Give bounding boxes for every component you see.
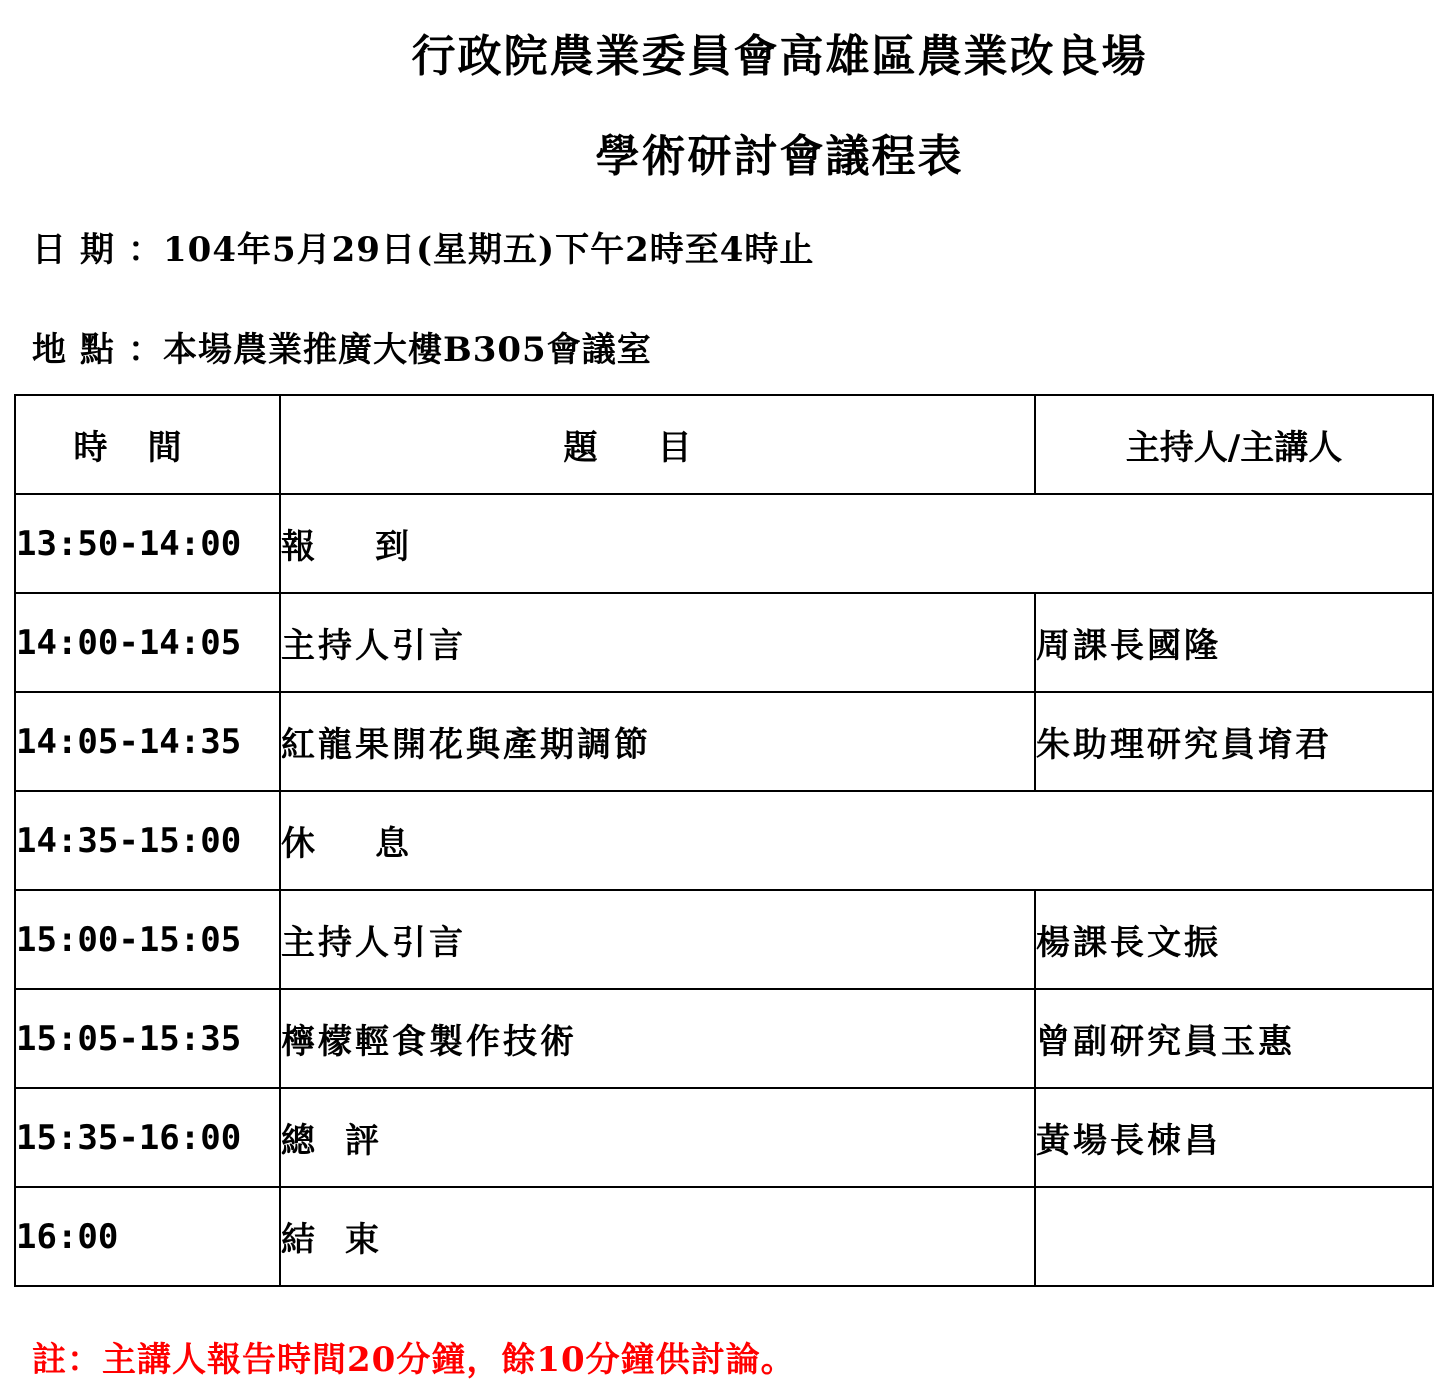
host-cell: 楊課長文振 [1035, 890, 1433, 989]
topic-cell: 檸檬輕食製作技術 [280, 989, 1035, 1088]
table-row [15, 890, 1433, 989]
host-cell: 朱助理研究員堉君 [1035, 692, 1433, 791]
topic-cell: 總評 [280, 1088, 1035, 1187]
host-cell [1035, 1187, 1433, 1286]
date-value: ：104年5月29日(星期五)下午2時至4時止 [128, 230, 815, 270]
topic-cell: 主持人引言 [280, 593, 1035, 692]
topic-cell: 紅龍果開花與產期調節 [280, 692, 1035, 791]
table-row [15, 989, 1433, 1088]
topic-cell: 結束 [280, 1187, 1035, 1286]
header-time: 時間 [15, 395, 280, 494]
table-row [15, 593, 1433, 692]
footnote: 註：主講人報告時間20分鐘，餘10分鐘供討論。 [32, 1340, 796, 1380]
time-cell: 16:00 [15, 1187, 280, 1286]
location-label: 地點 [32, 330, 128, 370]
table-header-row [15, 395, 1433, 494]
host-cell: 黃場長栜昌 [1035, 1088, 1433, 1187]
table-row [15, 791, 1433, 890]
header-host: 主持人/主講人 [1035, 395, 1433, 494]
time-cell: 15:00-15:05 [15, 890, 280, 989]
table-row [15, 494, 1433, 593]
location-value: ：本場農業推廣大樓B305會議室 [128, 330, 652, 370]
topic-cell: 休息 [280, 791, 1433, 890]
time-cell: 13:50-14:00 [15, 494, 280, 593]
topic-cell: 報到 [280, 494, 1433, 593]
date-line [32, 222, 814, 271]
time-cell: 15:05-15:35 [15, 989, 280, 1088]
table-row [15, 692, 1433, 791]
host-cell: 周課長國隆 [1035, 593, 1433, 692]
table-row [15, 1187, 1433, 1286]
time-cell: 14:00-14:05 [15, 593, 280, 692]
agenda-table [14, 394, 1434, 1287]
table-row [15, 1088, 1433, 1187]
document-title: 行政院農業委員會高雄區農業改良場 [411, 31, 1148, 82]
topic-cell: 主持人引言 [280, 890, 1035, 989]
date-label: 日期 [32, 230, 128, 270]
header-topic: 題目 [280, 395, 1035, 494]
location-line [32, 322, 652, 371]
time-cell: 14:05-14:35 [15, 692, 280, 791]
time-cell: 15:35-16:00 [15, 1088, 280, 1187]
document-subtitle: 學術研討會議程表 [595, 131, 964, 182]
host-cell: 曾副研究員玉惠 [1035, 989, 1433, 1088]
time-cell: 14:35-15:00 [15, 791, 280, 890]
